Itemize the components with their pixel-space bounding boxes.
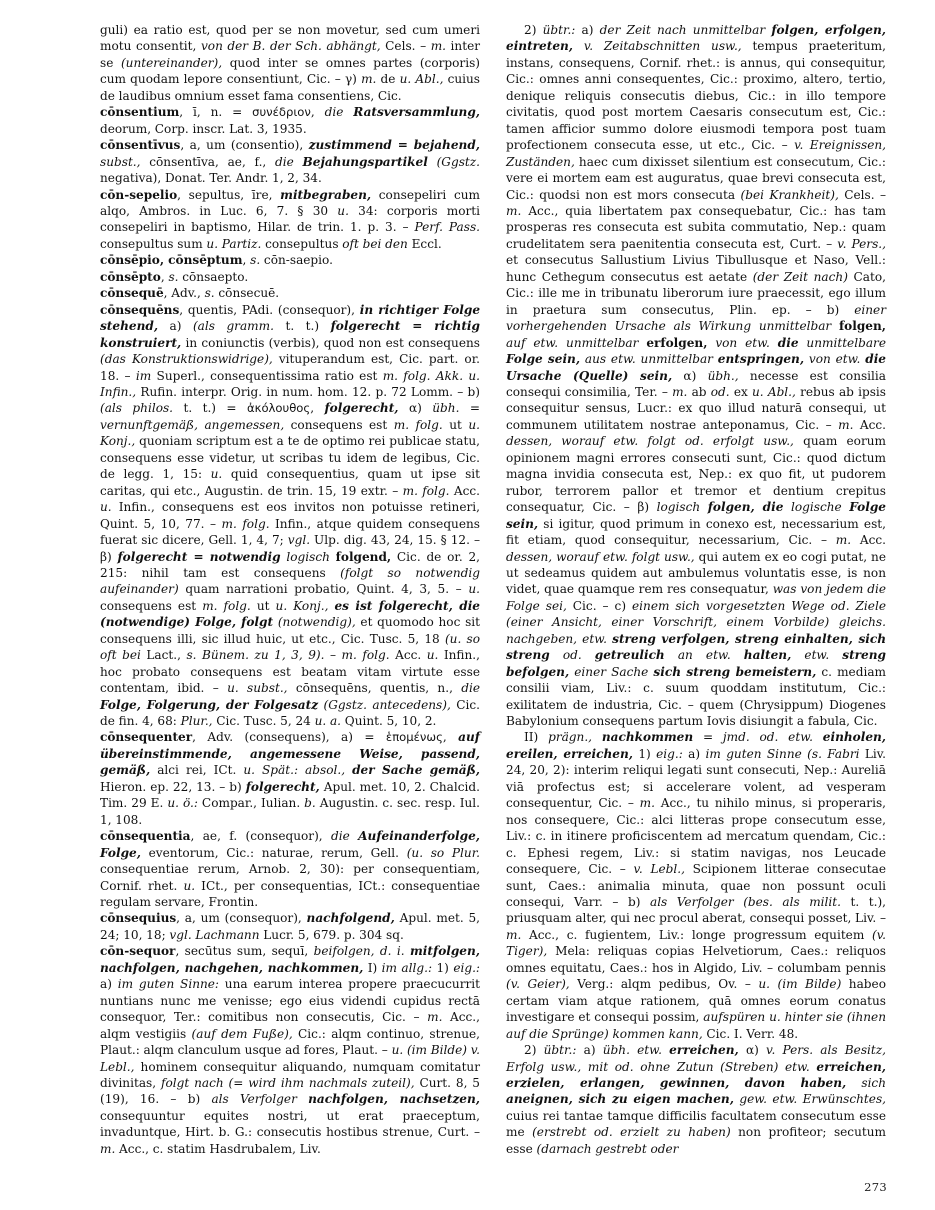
dictionary-entry: cōn-sequor, secūtus sum, sequī, beifolgen, d. i. mitfolgen, nachfolgen, nachgehen, nachkommen, I) im allg.: 1) eig.: a) im guten Sinne: una earum interea propere praecucurrit nuntians nunc me venisse; ego eius videndi cupidus rectā consequor, Ter.: comitibus non consecutis, Cic. – m. Acc., alqm vestigiis (auf dem Fuße), Cic.: alqm continuo, strenue, Plaut.: alqm clanculum usque ad fores, Plaut. – u. (im Bilde) v. Lebl., hominem consequitur aliquando, numquam comitatur divinitas, folgt nach (= wird ihm nachmals zuteil), Curt. 8, 5 (19), 16. – b) als Verfolger nachfolgen, nachsetzen, consequuntur equites nostri, ut erat praeceptum, invaduntque, Hirt. b. G.: consecutis hostibus strenue, Curt. – m. Acc., c. statim Hasdrubalem, Liv. — [100, 944, 481, 1156]
dictionary-entry: cōnsēpio, cōnsēptum, s. cōn-saepio. — [100, 253, 333, 268]
dictionary-entry: guli) ea ratio est, quod per se non movetur, sed cum umeri motu consentit, von der B. der Sch. abhängt, Cels. – m. inter se (untereinander), quod inter se omnes partes (corporis) cum quodam lepore consentiunt, Cic. – γ) m. de u. Abl., cuius de laudibus omnium esset fama consentiens, Cic. — [100, 23, 481, 103]
left-text-column — [100, 22, 480, 1157]
dictionary-entry: cōnsequentia, ae, f. (consequor), die Aufeinanderfolge, Folge, eventorum, Cic.: naturae, rerum, Gell. (u. so Plur. consequentiae rerum, Arnob. 2, 30): per consequentiam, Cornif. rhet. u. ICt., per consequentias, ICt.: consequentiae regulam servare, Frontin. — [100, 829, 480, 910]
dictionary-entry: 2) übtr.: a) übh. etw. erreichen, α) v. Pers. als Besitz, Erfolg usw., mit od. ohne Zutun (Streben) etw. erreichen, erzielen, erlangen, gewinnen, davon haben, sich aneignen, sich zu eigen machen, gew. etw. Erwünschtes, cuius rei tantae tamque difficilis facultatem consecutum esse me (erstrebt od. erzielt zu haben) non profiteor; secutum esse (darnach gestrebt oder — [506, 1043, 887, 1156]
dictionary-entry: cōnsequēns, quentis, PAdi. (consequor), in richtiger Folge stehend, a) (als gramm. t. t.) folgerecht = richtig konstruiert, in coniunctis (verbis), quod non est consequens (das Konstruktionswidrige), vituperandum est, Cic. part. or. 18. – im Superl., consequentissima ratio est m. folg. Akk. u. Infin., Rufin. interpr. Orig. in num. hom. 12. p. 72 Lomm. – b) (als philos. t. t.) = ἀκόλουθος, folgerecht, α) übh. = vernunftgemäß, angemessen, consequens est m. folg. ut u. Konj., quoniam scriptum est a te de optimo rei publicae statu, consequens esse videtur, ut scribas tu idem de legibus, Cic. de legg. 1, 15: u. quid consequentius, quam ut ipse sit caritas, qui etc., Augustin. de trin. 15, 19 extr. – m. folg. Acc. u. Infin., consequens est eos invitos non potuisse retineri, Quint. 5, 10, 77. – m. folg. Infin., atque quidem consequens fuerat sic dicere, Gell. 1, 4, 7; vgl. Ulp. dig. 43, 24, 15. § 12. – β) folgerecht = notwendig logisch folgend, Cic. de or. 2, 215: nihil tam est consequens (folgt so notwendig aufeinander) quam narrationi probatio, Quint. 4, 3, 5. – u. consequens est m. folg. ut u. Konj., es ist folgerecht, die (notwendige) Folge, folgt (notwendig), et quomodo hoc sit consequens illi, sic illud huic, ut etc., Cic. Tusc. 5, 18 (u. so oft bei Lact., s. Bünem. zu 1, 3, 9). – m. folg. Acc. u. Infin., hoc probato consequens est beatam vitam virtute esse contentam, ibid. – u. subst., cōnsequēns, quentis, n., die Folge, Folgerung, der Folgesatz (Ggstz. antecedens), Cic. de fin. 4, 68: Plur., Cic. Tusc. 5, 24 u. a. Quint. 5, 10, 2. — [100, 302, 481, 729]
right-text-column — [506, 22, 886, 1157]
page-number: 273 — [864, 1180, 887, 1194]
dictionary-entry: II) prägn., nachkommen = jmd. od. etw. einholen, ereilen, erreichen, 1) eig.: a) im guten Sinne (s. Fabri Liv. 24, 20, 2): interim reliqui legati sunt consecuti, Nep.: Aureliā viā profectus est; si accelerare volent, ad vesperam consequentur, Cic. – m. Acc., tu nihilo minus, si properaris, nos consequere, Cic.: alci litteras prope consecutum esse, Liv.: c. in itinere proficiscentem ad mercatum quendam, Cic.: c. Ephesi regem, Liv.: si statim navigas, nos Leucade consequere, Cic. – v. Lebl., Scipionem litterae consecutae sunt, Caes.: animalia minuta, quae non possunt oculi consequi, Varr. – b) als Verfolger (bes. als milit. t. t.), priusquam alter, qui nec procul aberat, consequi posset, Liv. – m. Acc., c. fugientem, Liv.: longe progressum equitem (v. Tiger), Mela: reliquas copias Helvetiorum, Caes.: reliquos omnes equitatu, Caes.: hos in Algido, Liv. – columbam pennis (v. Geier), Verg.: alqm pedibus, Ov. – u. (im Bilde) habeo certam viam atque rationem, quā omnes eorum conatus investigare et consequi possim, aufspüren u. hinter sie (ihnen auf die Sprünge) kommen kann, Cic. I. Verr. 48. — [506, 730, 887, 1041]
dictionary-entry: cōnsequē, Adv., s. cōnsecuē. — [100, 286, 280, 301]
dictionary-entry: cōnsēpto, s. cōnsaepto. — [100, 269, 249, 284]
dictionary-entry: cōnsentīvus, a, um (consentio), zustimmend = bejahend, subst., cōnsentīva, ae, f., die Bejahungspartikel (Ggstz. negativa), Donat. Ter. Andr. 1, 2, 34. — [100, 138, 480, 186]
dictionary-entry: cōn-sepelio, sepultus, īre, mitbegraben, consepeliri cum alqo, Ambros. in Luc. 6, 7. § 30 u. 34: corporis morti consepeliri in baptismo, Hilar. de trin. 1. p. 3. – Perf. Pass. consepultus sum u. Partiz. consepultus oft bei den Eccl. — [100, 187, 481, 251]
dictionary-entry: cōnsequius, a, um (consequor), nachfolgend, Apul. met. 5, 24; 10, 18; vgl. Lachmann Lucr. 5, 679. p. 304 sq. — [100, 911, 481, 942]
two-column-text-body — [100, 22, 887, 1157]
dictionary-entry: cōnsentium, ī, n. = συνέδριον, die Ratsversammlung, deorum, Corp. inscr. Lat. 3, 1935. — [100, 105, 480, 136]
dictionary-entry: cōnsequenter, Adv. (consequens), a) = ἑπομένως, auf übereinstimmende, angemessene Weise, passend, gemäß, alci rei, ICt. u. Spät.: absol., der Sache gemäß, Hieron. ep. 22, 13. – b) folgerecht, Apul. met. 10, 2. Chalcid. Tim. 29 E. u. ö.: Compar., Iulian. b. Augustin. c. sec. resp. Iul. 1, 108. — [100, 730, 480, 827]
dictionary-entry: 2) übtr.: a) der Zeit nach unmittelbar folgen, erfolgen, eintreten, v. Zeitabschnitten usw., tempus praeteritum, instans, consequens, Cornif. rhet.: is annus, qui consequitur, Cic.: omnes anni consequentes, Cic.: proximo, altero, tertio, denique reliquis consecutis diebus, Cic.: in illo tempore civitatis, quod post mortem Caesaris consecutum est, Cic.: tamen afficior summo dolore eiusmodi tempora post tuam profectionem consecuta esse, ut etc., Cic. – v. Ereignissen, Zuständen, haec cum dixisset silentium est consecutum, Cic.: vere ei mortem eam est auguratus, quae brevi consecuta est, Cic.: quodsi non est mors consecuta (bei Krankheit), Cels. – m. Acc., quia libertatem pax consequebatur, Cic.: has tam prosperas res consecuta est subita commutatio, Nep.: quam crudelitatem sera paenitentia consecuta est, Curt. – v. Pers., et consecutus Sallustium Livius Tibullusque et Naso, Vell.: hunc Cethegum consecutus est aetate (der Zeit nach) Cato, Cic.: ille me in tribunatu liberorum iure praecessit, ego illum in praetura sum consecutus, Plin. ep. – b) einer vorhergehenden Ursache als Wirkung unmittelbar folgen, auf etw. unmittelbar erfolgen, von etw. die unmittelbare Folge sein, aus etw. unmittelbar entspringen, von etw. die Ursache (Quelle) sein, α) übh., necesse est consilia consequi consimilia, Ter. – m. ab od. ex u. Abl., rebus ab ipsis consequitur sensus, Lucr.: ex quo illud naturā consequi, ut communem utilitatem nostrae anteponamus, Cic. – m. Acc. dessen, worauf etw. folgt od. erfolgt usw., quam eorum opinionem magni errores consecuti sunt, Cic.: quod dictum magna invidia consecuta est, Nep.: ex quo fit, ut pudorem rubor, terrorem pallor et tremor et dentium crepitus consequatur, Cic. – β) logisch folgen, die logische Folge sein, si igitur, quod primum in conexo est, necessarium est, fit etiam, quod consequitur, necessarium, Cic. – m. Acc. dessen, worauf etw. folgt usw., qui autem ex eo cogi putat, ne ut sedeamus quidem aut ambulemus voluntatis esse, is non videt, quae quamque rem res consequatur, was von jedem die Folge sei, Cic. – c) einem sich vorgesetzten Wege od. Ziele (einer Ansicht, einer Vorschrift, einem Vorbilde) gleichs. nachgeben, etw. streng verfolgen, streng einhalten, sich streng od. getreulich an etw. halten, etw. streng befolgen, einer Sache sich streng bemeistern, c. mediam consilii viam, Liv.: c. suum quoddam institutum, Cic.: exilitatem de industria, Cic. – quem (Chrysippum) Diogenes Babylonium consequens partum Iovis disiungit a fabula, Cic. — [506, 23, 886, 729]
